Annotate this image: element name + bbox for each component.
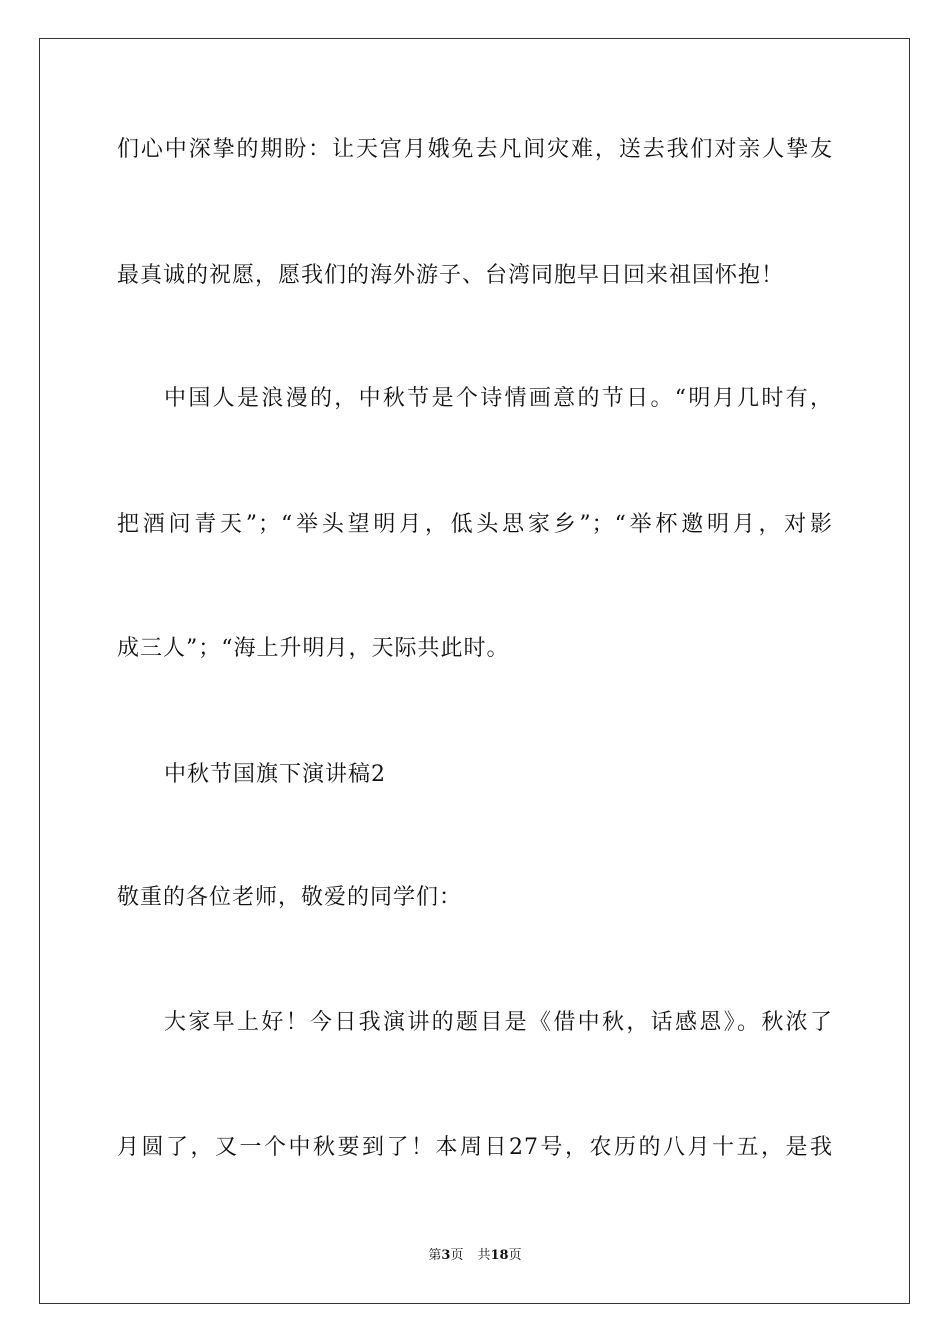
footer-total-prefix: 共 bbox=[477, 1248, 491, 1263]
footer-page-current: 3 bbox=[441, 1248, 451, 1263]
body-line-2: 最真诚的祝愿，愿我们的海外游子、台湾同胞早日回来祖国怀抱！ bbox=[117, 263, 785, 288]
page-frame bbox=[39, 38, 910, 1304]
body-line-3: 中国人是浪漫的，中秋节是个诗情画意的节日。“明月几时有， bbox=[164, 386, 833, 411]
body-line-8: 大家早上好！今日我演讲的题目是《借中秋，话感恩》。秋浓了 bbox=[164, 1010, 833, 1035]
footer-page-prefix: 第 bbox=[428, 1248, 442, 1263]
footer-total-suffix: 页 bbox=[508, 1248, 522, 1263]
footer-page-total: 18 bbox=[490, 1248, 509, 1263]
page-footer bbox=[0, 1247, 950, 1265]
body-line-9: 月圆了，又一个中秋要到了！本周日27号，农历的八月十五，是我 bbox=[117, 1135, 833, 1160]
body-line-1: 们心中深挚的期盼：让天宫月娥免去凡间灾难，送去我们对亲人挚友 bbox=[117, 137, 833, 162]
body-line-5: 成三人”；“海上升明月，天际共此时。 bbox=[117, 636, 510, 661]
footer-page-mid: 页 bbox=[450, 1248, 464, 1263]
body-line-salutation: 敬重的各位老师，敬爱的同学们： bbox=[117, 885, 463, 910]
section-heading: 中秋节国旗下演讲稿2 bbox=[164, 762, 386, 787]
body-line-4: 把酒问青天”；“举头望明月，低头思家乡”；“举杯邀明月，对影 bbox=[117, 512, 833, 537]
